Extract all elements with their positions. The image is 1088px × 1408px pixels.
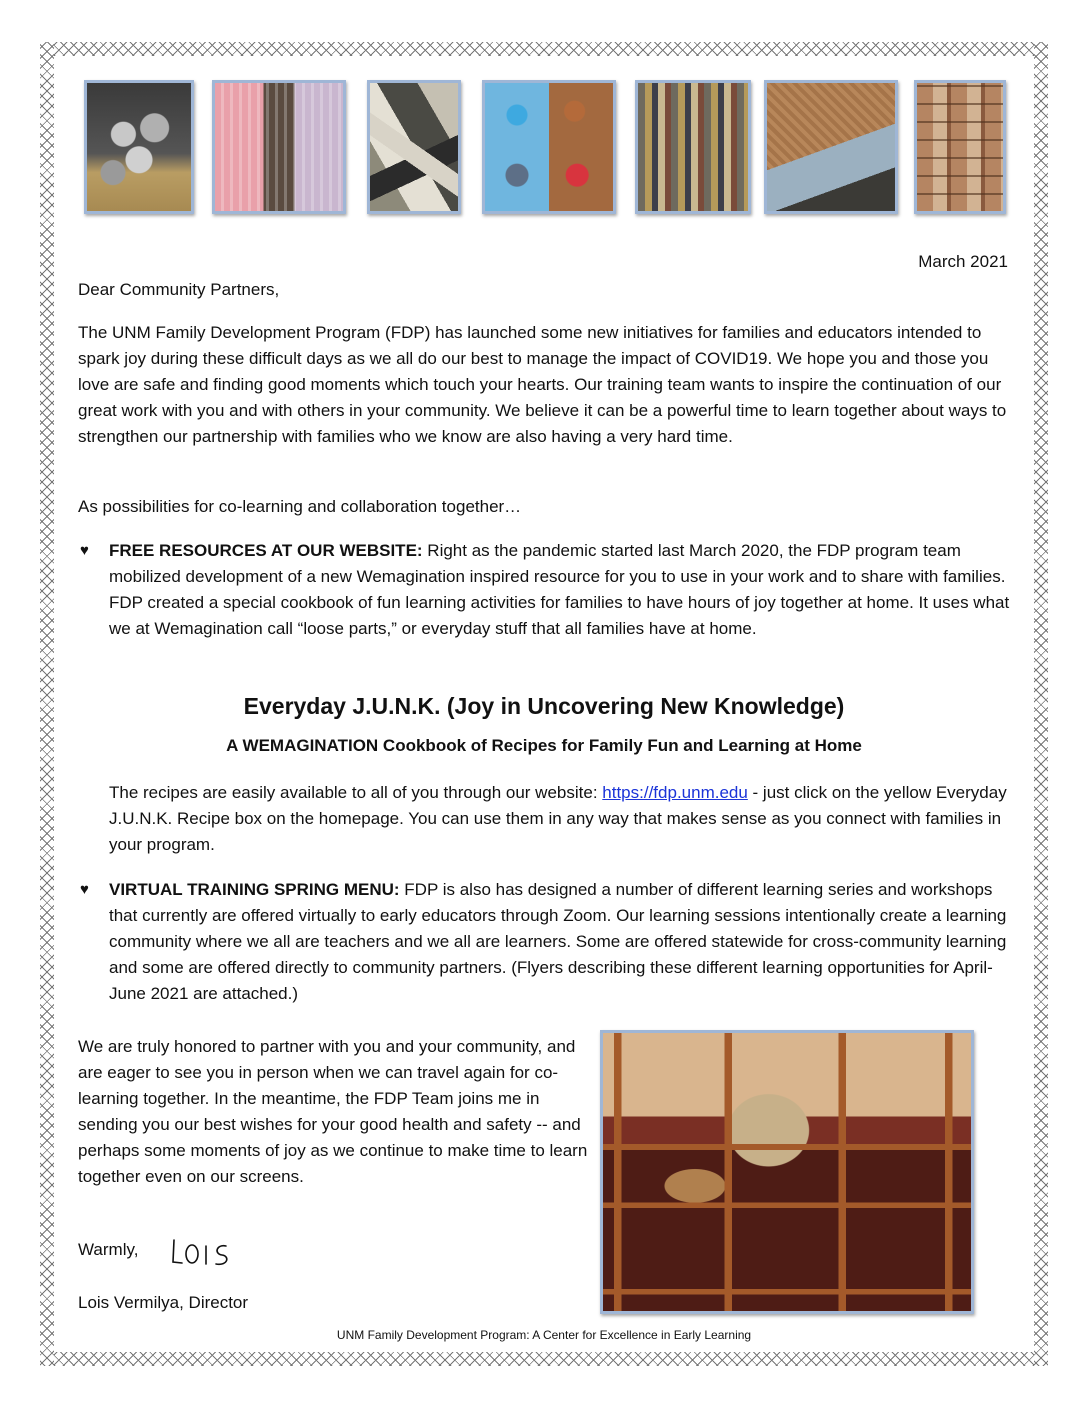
website-link[interactable]: https://fdp.unm.edu xyxy=(602,783,748,802)
lead-in: As possibilities for co-learning and collaboration together… xyxy=(78,497,522,516)
photo-hair-curlers xyxy=(212,80,346,214)
greeting: Dear Community Partners, xyxy=(78,280,280,299)
photo-cardboard-pieces xyxy=(367,80,461,214)
photo-fabric-swatches xyxy=(764,80,898,214)
photo-wood-blocks xyxy=(914,80,1006,214)
closing-paragraph: We are truly honored to partner with you and your community, and are eager to see you in person when we can travel again for co-learning together. In the meantime, the FDP Team joins me in sending you our best wishes for your good health and safety -- and perhaps some moments of joy as we continue to make time to learn together even on our screens. xyxy=(78,1037,588,1186)
signature-image xyxy=(168,1232,238,1276)
bullet-heading: VIRTUAL TRAINING SPRING MENU: xyxy=(109,880,400,899)
bullet-virtual-training xyxy=(78,877,1016,1007)
recipes-paragraph xyxy=(109,780,1014,858)
photo-jar-lids xyxy=(84,80,194,214)
photo-neckties xyxy=(635,80,751,214)
bullet-heading: FREE RESOURCES AT OUR WEBSITE: xyxy=(109,541,423,560)
border-bottom xyxy=(40,1352,1048,1366)
recipes-text: The recipes are easily available to all of you through our website: xyxy=(109,783,603,802)
intro-paragraph: The UNM Family Development Program (FDP) has launched some new initiatives for families and educators intended to spark joy during these difficult days as we all do our best to manage the impact of COVID19. We hope you and those you love are safe and finding good moments which touch your hearts. Our training team wants to inspire the continuation of our great work with you and with others in your community. We believe it can be a powerful time to learn together about ways to strengthen our partnership with families who we know are also having a very hard time. xyxy=(78,323,1007,446)
letter-date: March 2021 xyxy=(918,252,1008,271)
heart-bullet-icon: ♥ xyxy=(80,881,89,898)
junk-subtitle: A WEMAGINATION Cookbook of Recipes for Family Fun and Learning at Home xyxy=(226,736,862,755)
heart-bullet-icon: ♥ xyxy=(80,542,89,559)
junk-title: Everyday J.U.N.K. (Joy in Uncovering New Knowledge) xyxy=(243,693,845,719)
bullet-text: Right as the pandemic started last March 2020, the FDP program team mobilized development of a new Wemagination inspired resource for you to use in your work and to share with families. FDP created a special cookbook of fun learning activities for families to have hours of joy together at home. It uses what we at Wemagination call “loose parts,” or everyday stuff that all families have at home. xyxy=(109,541,1010,638)
photo-loose-parts-shelf xyxy=(600,1030,974,1314)
footer: UNM Family Development Program: A Center for Excellence in Early Learning xyxy=(336,1328,752,1342)
sign-off: Warmly, xyxy=(78,1240,139,1259)
recipes-text-after: - just click on the yellow Everyday J.U.N.K. Recipe box on the homepage. You can use them in any way that makes sense as you connect with families in your program. xyxy=(109,783,1007,854)
border-top xyxy=(40,42,1048,56)
bullet-free-resources xyxy=(78,538,1016,642)
bullet-text: FDP is also has designed a number of different learning series and workshops that currently are offered virtually to early educators through Zoom. Our learning sessions intentionally create a learning community where we all are teachers and we all are learners. Some are offered statewide for cross-community learning and some are offered directly to community partners. (Flyers describing these different learning opportunities for April-June 2021 are attached.) xyxy=(109,880,1007,1003)
signer-name: Lois Vermilya, Director xyxy=(78,1293,249,1312)
photo-buttons xyxy=(482,80,616,214)
